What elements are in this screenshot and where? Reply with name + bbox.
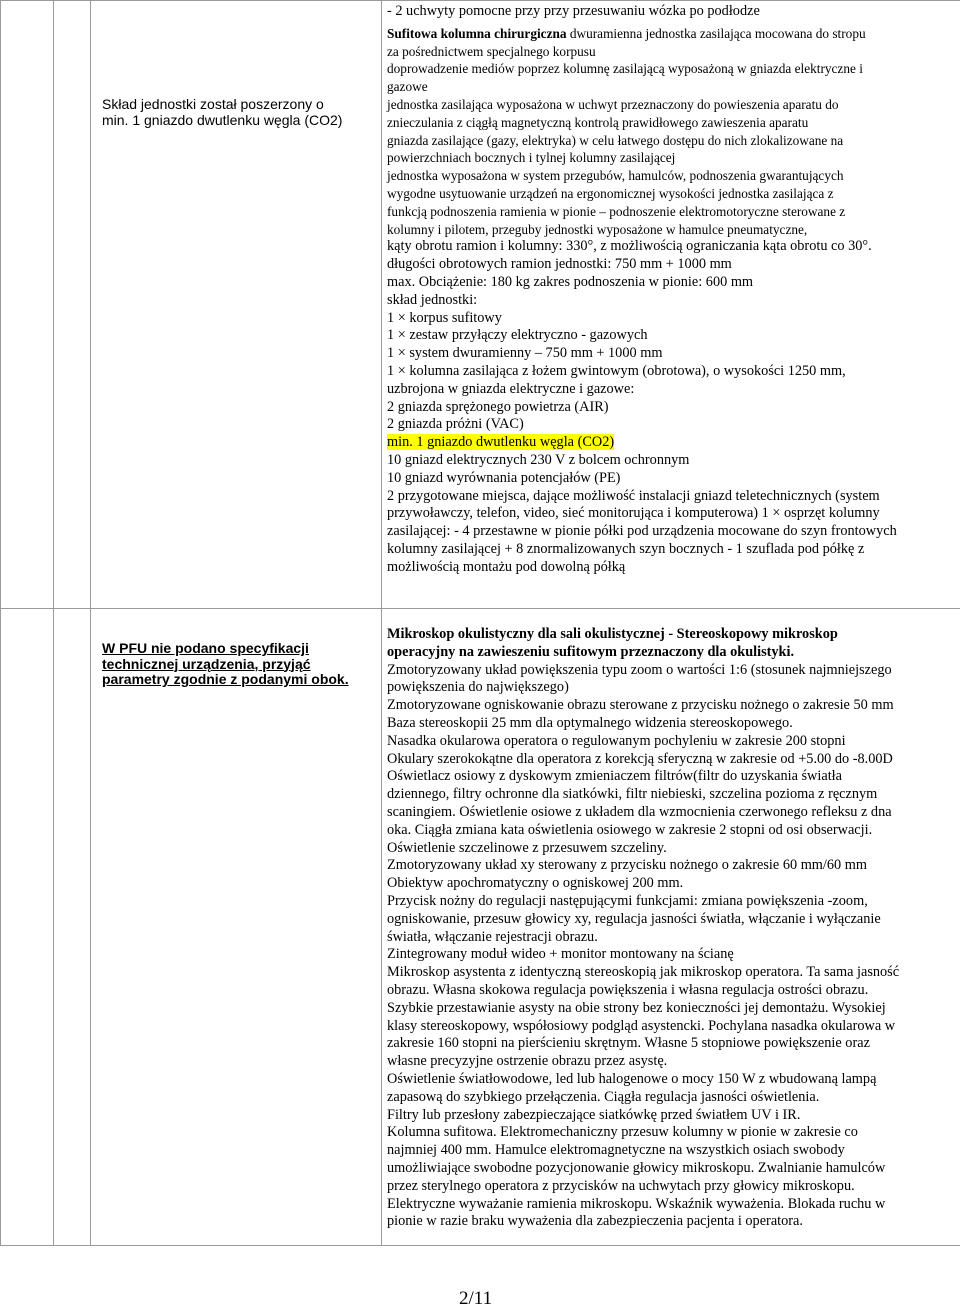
ceiling-column-equipment [387,452,957,577]
microscope-parameter-line: Oświetlacz osiowy z dyskowym zmieniaczem filtrów(filtr do uzyskania światła [387,768,957,786]
description-line: dwuramienna jednostka zasilająca mocowana do stropu [570,26,866,41]
microscope-parameter-line: Szybkie przestawianie asysty na obie strony bez konieczności jej demontażu. Wysokiej [387,1000,957,1018]
table-cell-remarks [91,1,382,609]
microscope-parameter-line: pionie w razie braku wyważenia dla zabezpieczenia pacjenta i operatora. [387,1213,957,1231]
pfu-note [102,641,370,688]
handles-line: - 2 uchwyty pomocne przy przy przesuwaniu wózka po podłodze [387,3,957,21]
description-line: gazowe [387,78,957,96]
equipment-line: 10 gniazd wyrównania potencjałów (PE) [387,470,957,488]
parameter-line: długości obrotowych ramion jednostki: 750 mm + 1000 mm [387,256,957,274]
composition-note-line: Skład jednostki został poszerzony o [102,97,370,113]
ceiling-column-parameters [387,238,957,434]
ceiling-column-description [387,25,957,239]
ceiling-column-title: Sufitowa kolumna chirurgiczna [387,26,567,41]
equipment-line: kolumny zasilającej + 8 znormalizowanych szyn bocznych - 1 szuflada pod półkę z [387,541,957,559]
microscope-parameter-line: oka. Ciągła zmiana kata oświetlenia osiowego w zakresie 2 stopni od osi obserwacji. [387,822,957,840]
microscope-parameter-line: Oświetlenie szczelinowe z przesuwem szczeliny. [387,840,957,858]
microscope-parameter-line: Zmotoryzowany układ powiększenia typu zoom o wartości 1:6 (stosunek najmniejszego [387,662,957,680]
microscope-parameter-line: obrazu. Własna skokowa regulacja powiększenia i własna regulacja ostrości obrazu. [387,982,957,1000]
microscope-parameter-line: Obiektyw apochromatyczny o ogniskowej 200 mm. [387,875,957,893]
parameter-line: kąty obrotu ramion i kolumny: 330°, z możliwością ograniczania kąta obrotu co 30°. [387,238,957,256]
parameter-line: 2 gniazda sprężonego powietrza (AIR) [387,399,957,417]
table-cell-blank [54,1,91,609]
parameter-line: 2 gniazda próżni (VAC) [387,416,957,434]
parameter-line: skład jednostki: [387,292,957,310]
description-line: funkcją podnoszenia ramienia w pionie – podnoszenie elektromotoryczne sterowane z [387,203,957,221]
microscope-title [387,626,957,662]
microscope-parameter-line: dziennego, filtry ochronne dla siatkówki, filtr niebieski, szczelina pozioma z ręcznym [387,786,957,804]
table-cell-remarks [91,609,382,1246]
equipment-line: 10 gniazd elektrycznych 230 V z bolcem ochronnym [387,452,957,470]
pfu-note-line: parametry zgodnie z podanymi obok. [102,672,370,688]
microscope-parameter-line: przez sterylnego operatora z przycisków na uchwytach przy głowicy mikroskopu. [387,1178,957,1196]
microscope-parameter-line: zakresie 160 stopni na pierścieniu skrętnym. Własne 5 stopniowe powiększenie oraz [387,1035,957,1053]
parameter-line: max. Obciążenie: 180 kg zakres podnoszenia w pionie: 600 mm [387,274,957,292]
microscope-parameter-line: Elektryczne wyważanie ramienia mikroskopu. Wskaźnik wyważenia. Blokada ruchu w [387,1196,957,1214]
table-row [1,609,960,1246]
microscope-parameter-line: scaningiem. Oświetlenie osiowe z układem dla wzmocnienia czerwonego refleksu z dna [387,804,957,822]
table-cell-spec [382,1,960,609]
microscope-parameter-line: Nasadka okularowa operatora o regulowanym pochyleniu w zakresie 200 stopni [387,733,957,751]
microscope-parameter-line: ogniskowanie, przesuw głowicy xy, regulacja jasności światła, włączanie i wyłączanie [387,911,957,929]
table-cell-number [1,1,54,609]
description-line: znieczulania z ciągłą magnetyczną kontrolą prawidłowego zawieszenia aparatu [387,114,957,132]
equipment-line: możliwością montażu pod dowolną półką [387,559,957,577]
parameter-line: 1 × korpus sufitowy [387,310,957,328]
composition-note [102,97,370,128]
description-line: jednostka zasilająca wyposażona w uchwyt przeznaczony do powieszenia aparatu do [387,96,957,114]
microscope-parameter-line: umożliwiające swobodne pozycjonowanie głowicy mikroskopu. Zwalnianie hamulców [387,1160,957,1178]
description-line: wygodne usytuowanie urządzeń na ergonomicznej wysokości jednostka zasilająca z [387,185,957,203]
table-cell-number [1,609,54,1246]
page-number: 2/11 [459,1288,492,1310]
description-line: kolumny i pilotem, przeguby jednostki wyposażone w hamulce pneumatyczne, [387,221,957,239]
description-line: jednostka wyposażona w system przegubów, hamulców, podnoszenia gwarantujących [387,167,957,185]
microscope-parameter-line: Zmotoryzowane ogniskowanie obrazu sterowane z przycisku nożnego o zakresie 50 mm [387,697,957,715]
microscope-spec [382,609,960,1231]
co2-socket-line: min. 1 gniazdo dwutlenku węgla (CO2) [387,434,957,452]
microscope-title-line: Mikroskop okulistyczny dla sali okulistycznej - Stereoskopowy mikroskop [387,626,957,644]
pfu-note-line: W PFU nie podano specyfikacji [102,641,370,657]
table-cell-blank [54,609,91,1246]
microscope-parameter-line: Kolumna sufitowa. Elektromechaniczny przesuw kolumny w pionie w zakresie co [387,1124,957,1142]
parameter-line: 1 × kolumna zasilająca z łożem gwintowym (obrotowa), o wysokości 1250 mm, [387,363,957,381]
equipment-line: zasilającej: - 4 przestawne w pionie półki pod urządzenia mocowane do szyn frontowych [387,523,957,541]
microscope-parameter-line: zapasową do szybkiego przełączenia. Ciągła regulacja jasności oświetlenia. [387,1089,957,1107]
equipment-line: przywoławczy, telefon, video, sieć monitorująca i komputerowa) 1 × osprzęt kolumny [387,505,957,523]
microscope-parameter-line: Filtry lub przesłony zabezpieczające siatkówkę przed światłem UV i IR. [387,1107,957,1125]
microscope-parameter-line: powiększenia do największego) [387,679,957,697]
composition-note-line: min. 1 gniazdo dwutlenku węgla (CO2) [102,113,370,129]
microscope-parameter-line: światła, włączanie rejestracji obrazu. [387,929,957,947]
microscope-title-line: operacyjny na zawieszeniu sufitowym przeznaczony dla okulistyki. [387,644,957,662]
microscope-parameter-line: Mikroskop asystenta z identyczną stereoskopią jak mikroskop operatora. Ta sama jasność [387,964,957,982]
microscope-parameter-line: najmniej 400 mm. Hamulce elektromagnetyczne na wszystkich osiach swobody [387,1142,957,1160]
description-line: doprowadzenie mediów poprzez kolumnę zasilającą wyposażoną w gniazda elektryczne i [387,60,957,78]
microscope-parameter-line: klasy stereoskopowy, współosiowy podgląd asystencki. Pochylana nasadka okularowa w [387,1018,957,1036]
pfu-note-line: technicznej urządzenia, przyjąć [102,657,370,673]
description-line: gniazda zasilające (gazy, elektryka) w celu łatwego dostępu do nich zlokalizowane na [387,132,957,150]
parameter-line: 1 × system dwuramienny – 750 mm + 1000 mm [387,345,957,363]
microscope-parameters [387,662,957,1232]
microscope-parameter-line: Zintegrowany moduł wideo + monitor montowany na ścianę [387,946,957,964]
description-line: za pośrednictwem specjalnego korpusu [387,43,957,61]
equipment-line: 2 przygotowane miejsca, dające możliwość instalacji gniazd teletechnicznych (system [387,488,957,506]
microscope-parameter-line: Oświetlenie światłowodowe, led lub halogenowe o mocy 150 W z wbudowaną lampą [387,1071,957,1089]
parameter-line: uzbrojona w gniazda elektryczne i gazowe: [387,381,957,399]
microscope-parameter-line: Okulary szerokokątne dla operatora z korekcją sferyczną w zakresie od +5.00 do -8.00D [387,751,957,769]
parameter-line: 1 × zestaw przyłączy elektryczno - gazowych [387,327,957,345]
table-cell-spec [382,609,960,1246]
ceiling-column-spec [382,1,960,577]
microscope-parameter-line: Baza stereoskopii 25 mm dla optymalnego widzenia stereoskopowego. [387,715,957,733]
description-line: powierzchniach bocznych i tylnej kolumny zasilającej [387,149,957,167]
microscope-parameter-line: Zmotoryzowany układ xy sterowany z przycisku nożnego o zakresie 60 mm/60 mm [387,857,957,875]
microscope-parameter-line: własne precyzyjne ostrzenie obrazu przez asystę. [387,1053,957,1071]
table-row [1,1,960,609]
microscope-parameter-line: Przycisk nożny do regulacji następującymi funkcjami: zmiana powiększenia -zoom, [387,893,957,911]
